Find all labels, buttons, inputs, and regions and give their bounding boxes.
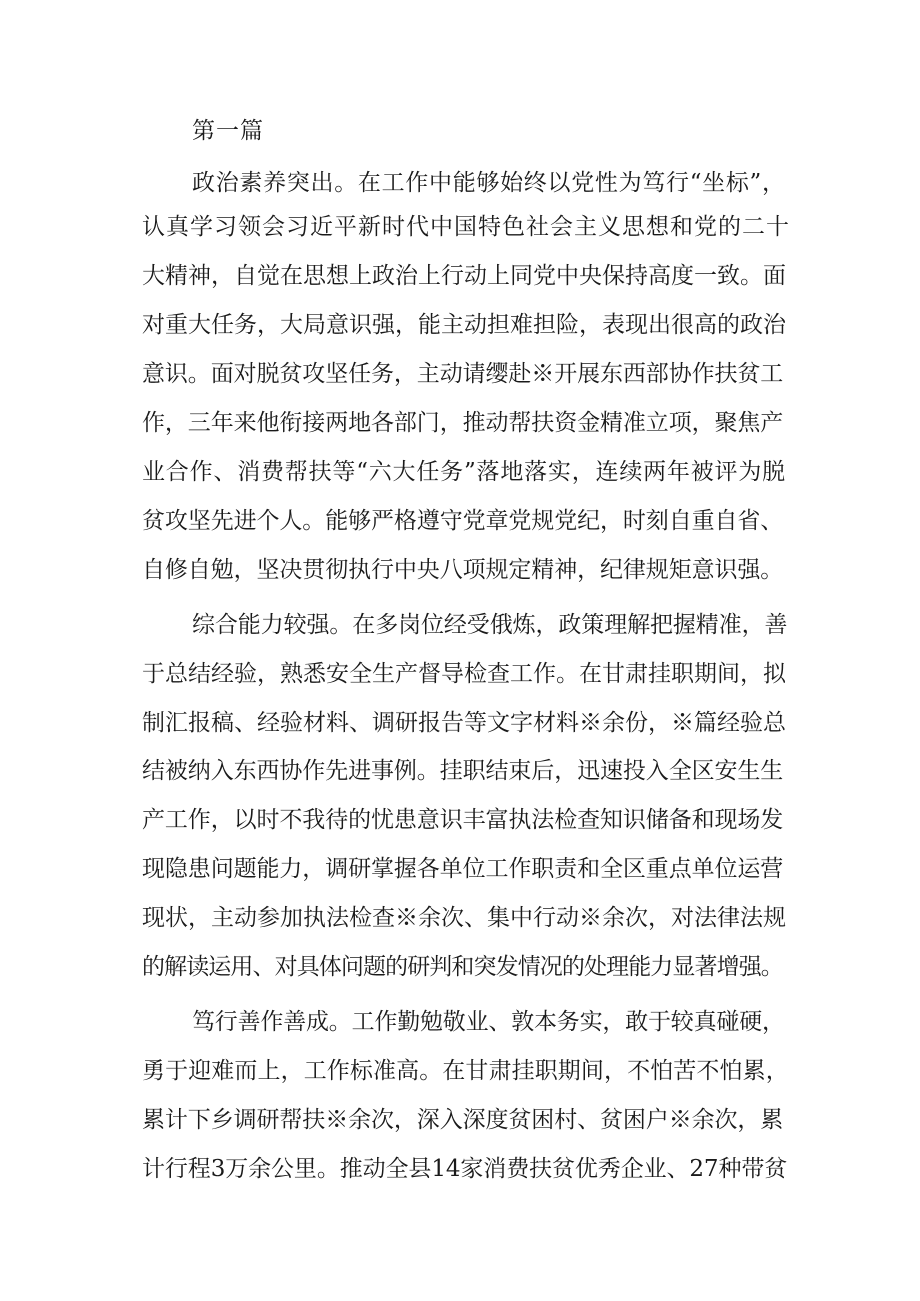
paragraph-1-line-4: 对重大任务，大局意识强，能主动担难担险，表现出很高的政治 — [142, 312, 786, 338]
section-heading: 第一篇 — [192, 118, 264, 144]
paragraph-1-line-6: 作，三年来他衔接两地各部门，推动帮扶资金精准立项，聚焦产 — [142, 410, 784, 436]
paragraph-2-line-8: 的解读运用、对具体问题的研判和突发情况的处理能力显著增强。 — [142, 954, 783, 980]
paragraph-1-line-7: 业合作、消费帮扶等“六大任务”落地落实，连续两年被评为脱 — [142, 459, 786, 485]
paragraph-2-line-3: 制汇报稿、经验材料、调研报告等文字材料※余份，※篇经验总 — [142, 710, 786, 736]
paragraph-2-line-6: 现隐患问题能力，调研掌握各单位工作职责和全区重点单位运营 — [142, 856, 784, 882]
paragraph-2-line-2: 于总结经验，熟悉安全生产督导检查工作。在甘肃挂职期间，拟 — [142, 661, 786, 687]
paragraph-3-line-1: 笃行善作善成。工作勤勉敬业、敦本务实，敢于较真碰硬， — [192, 1009, 785, 1035]
paragraph-1-line-5: 意识。面对脱贫攻坚任务，主动请缨赴※开展东西部协作扶贫工 — [142, 361, 784, 387]
paragraph-3-line-3: 累计下乡调研帮扶※余次，深入深度贫困村、贫困户※余次，累 — [142, 1107, 784, 1133]
paragraph-2-line-5: 产工作，以时不我待的忧患意识丰富执法检查知识储备和现场发 — [142, 807, 784, 833]
paragraph-1-line-8: 贫攻坚先进个人。能够严格遵守党章党规党纪，时刻自重自省、 — [142, 508, 784, 534]
paragraph-2-line-1: 综合能力较强。在多岗位经受俄炼，政策理解把握精准，善 — [192, 612, 788, 638]
paragraph-3-line-4: 计行程3万余公里。推动全县14家消费扶贫优秀企业、27种带贫 — [142, 1156, 788, 1182]
paragraph-2-line-4: 结被纳入东西协作先进事例。挂职结束后，迅速投入全区安生生 — [142, 758, 784, 784]
paragraph-1-line-2: 认真学习领会习近平新时代中国特色社会主义思想和党的二十 — [142, 214, 790, 240]
paragraph-1-line-3: 大精神，自觉在思想上政治上行动上同党中央保持高度一致。面 — [142, 263, 786, 289]
paragraph-2-line-7: 现状，主动参加执法检查※余次、集中行动※余次，对法律法规 — [142, 905, 786, 931]
paragraph-1-line-9: 自修自勉，坚决贯彻执行中央八项规定精神，纪律规矩意识强。 — [142, 557, 784, 583]
paragraph-1-line-1: 政治素养突出。在工作中能够始终以党性为笃行“坐标”， — [192, 170, 786, 196]
paragraph-3-line-2: 勇于迎难而上，工作标准高。在甘肃挂职期间，不怕苦不怕累， — [142, 1058, 789, 1084]
